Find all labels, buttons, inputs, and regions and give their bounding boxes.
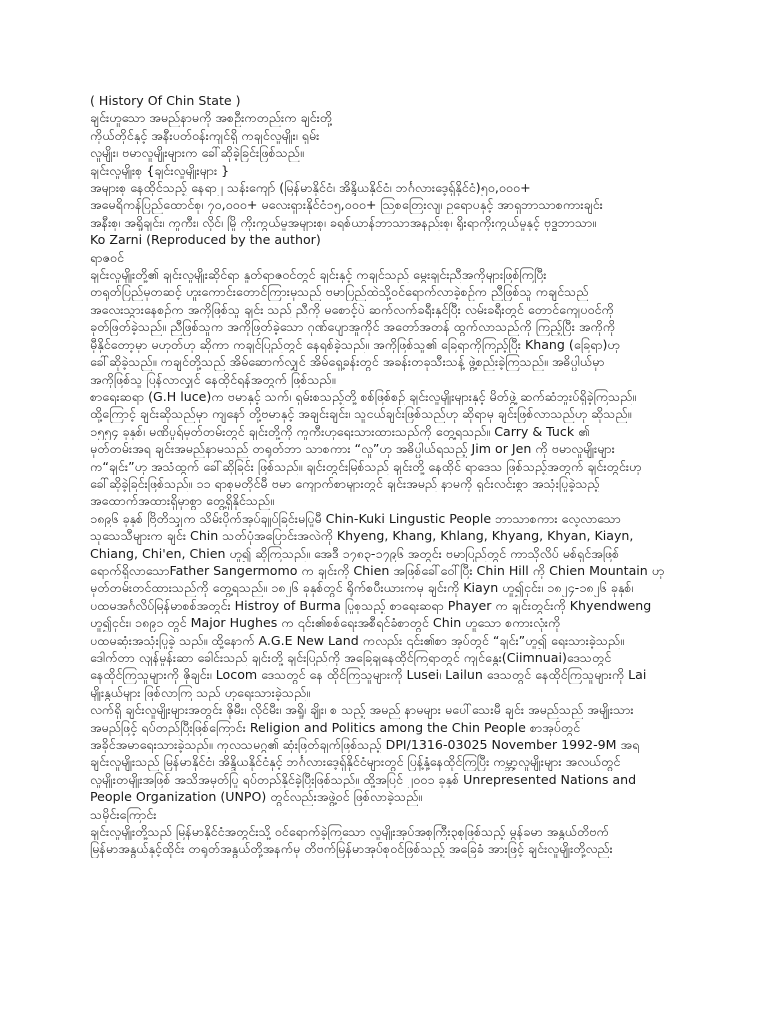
intro-line: ကိုယ်တိုင်နှင့် အနီးပတ်ဝန်းကျင်ရှိ ကချင်လူမျိုး၊ ရှမ်း: [90, 127, 320, 143]
paragraph-line: Chiang, Chi'en, Chien ဟူ၍ ဆိုကြသည်။ အေဒီ ၁၇၈၃-၁၇၉၆ အတွင်း ဗမာပြည်တွင် ကာသိုလိပ် မစ်ရှင်အဖြစ်: [90, 545, 620, 561]
paragraph-line: စာရေးဆရာ (G.H luce)က ဗမာနှင့် သက်၊ ရှမ်းစသည့်တို့ စစ်ဖြစ်စဉ် ချင်းလူမျိုးများနှင့် မိတ်ဖွဲ့ ဆက်ဆံဘူးပ်ရှိခဲ့ကြသည်။: [90, 388, 637, 404]
paragraph-line: သုသေသီများက ချင်း Chin သတ်ပုံအပြောင်းအလဲကို Khyeng, Khang, Khlang, Khyang, Khyan, Kiayn,: [90, 528, 634, 544]
paragraph-line: ၁၈၉၆ ခုနှစ် ဗြိတိသျှက သိမ်းပိုက်အုပ်ချုပ်ခြင်းမပြုမီ Chin-Kuki Lingustic People ဘာသာစကား လေ့လာသော: [90, 510, 621, 526]
paragraph-line: အထောက်အထားရှိမှာစွာ တွေ့ရှိနိုင်သည်။: [90, 493, 275, 509]
paragraph-line: နေထိုင်ကြသူများကို ဇိုချင်း၊ Locom ဒေသတွင် နေ ထိုင်ကြသူများကို Lusei၊ Lailun ဒေသတွင် နေထိုင်ကြသူများကို Lai: [90, 667, 647, 683]
paragraph-line: ခေါ်ဆိုခဲ့ခြင်းဖြစ်သည်။ ၁၁ ရာစုမတိုင်မီ ဗမာ ကျောက်စာများတွင် ချင်းအမည် နာမကို ရှင်းလင်းစွာ အသုံးပြုခဲ့သည့်: [90, 475, 600, 491]
paragraph-line: မှတ်တမ်းတင်ထားသည်ကို တွေ့ရသည်။ ၁၈၂၆ ခုနှစ်တွင် ရိုက်စပီးယားကမှ ချင်းကို Kiayn ဟူ၍ငှင်း၊ ၁၈၂၄-၁၈၂၆ ခုနှစ်၊: [90, 580, 634, 596]
population-line: အများစု နေထိုင်သည့် နေရာ၂ သန်းကျော် (မြန်မာနိုင်ငံ၊ အိန္ဒိယနိုင်ငံ၊ ဘင်္ဂလားဒေ့ရှ်နိုင်ငံ)၅၀,၀၀၀+: [90, 180, 531, 196]
paragraph-line: အမည်ဖြင့် ရပ်တည်ပြီးဖြစ်ကြောင်း Religion and Politics among the Chin People စာအုပ်တွင်: [90, 719, 581, 735]
paragraph-line: အခိုင်အမာရေးသားခဲ့သည်။ ကုလသမဂ္ဂ၏ ဆုံးဖြတ်ချက်ဖြစ်သည့် DPI/1316-03025 November 1992-9M အရ: [90, 737, 640, 753]
paragraph-line: အလေးသွားနေစဉ်က အကိုဖြစ်သူ ချင်း သည် ညီကို မစောင့်ပဲ ဆက်လက်ခရီးနှင်ပြီး လမ်းခရီးတွင် တောင်ကျေပဝင်ကို: [90, 301, 614, 317]
paragraph-line: ဒေါက်တာ လျန်မှုန်းဆာ ခေါင်းသည် ချင်းတို့ ချင်းပြည်ကို အခြေချနေထိုင်ကြရာတွင် ကျင်နွေး(Ciimnuai)ဒေသတွင်: [90, 650, 612, 665]
author-credit: Ko Zarni (Reproduced by the author): [90, 232, 321, 248]
paragraph-line: ပထမဆုံးအသုံးပြုခဲ့ သည်။ ထို့နောက် A.G.E New Land ကလည်း ၎င်း၏စာ အုပ်တွင် “ချင်း”ဟူ၍ ရေးသားခဲ့သည်။: [90, 632, 625, 648]
section-heading: သမိုင်းကြောင်း: [90, 806, 157, 822]
paragraph-line: ချင်းလူမျိုးသည် မြန်မာနိုင်ငံ၊ အိန္ဒိယနိုင်ငံနှင့် ဘင်္ဂလားဒေ့ရှ်နိုင်ငံများတွင် ပြန့်နှံ့နေထိုင်ကြပြီး ကမ္ဘာ့လူမျိုးများ အလယ်တွင်: [90, 754, 621, 770]
section-heading: ရာဇဝင်: [90, 249, 124, 265]
paragraph-line: မျိုးနွယ်များ ဖြစ်လာကြ သည် ဟုရေးသားခဲ့သည်။: [90, 684, 311, 700]
paragraph-line: က“ချင်း”ဟု အသံထွက် ခေါ်ဆိုခြင်း ဖြစ်သည်။ ချင်းတွင်းမြစ်သည် ချင်းတို့ နေထိုင် ရာဒေသ ဖြစ်သည့်အတွက် ချင်းတွင်းဟု: [90, 458, 642, 474]
paragraph-line: ခေါ်ဆိုခဲ့သည်။ ကချင်တို့သည် အိမ်ဆောက်လျှင် အိမ်ရှေ့ခန်းတွင် အခန်းတခုသီးသန့် ဖွဲ့စည်းခဲ့ကြသည်။ အဓိပ္ပါယ်မှာ: [90, 354, 605, 370]
paragraph-line: People Organization (UNPO) တွင်လည်းအဖွဲ့ဝင် ဖြစ်လာခဲ့သည်။: [90, 789, 423, 805]
paragraph-line: ချင်းလူမျိုးတို့သည် မြန်မာနိုင်ငံအတွင်းသို့ ဝင်ရောက်ခဲ့ကြသော လူမျိုးအုပ်အစုကြီး၃စုဖြစ်သည့် မွန်ခမာ အနွယ်တိဗက်: [90, 824, 609, 840]
paragraph-line: ခုတ်ဖြတ်ခဲ့သည်။ ညီဖြစ်သူက အကိုဖြတ်ခဲ့သော ဂုဏ်ပျောအူကိုင် အတော်အတန် ထွက်လာသည်ကို ကြည့်ပြီး အကိုကို: [90, 319, 616, 335]
intro-line: ချင်းဟူသော အမည်နာမကို အစဦးကတည်းက ချင်းတို့: [90, 110, 333, 126]
section-heading: ချင်းလူမျိုးစု {ချင်းလူမျိုးများ }: [90, 162, 230, 178]
intro-line: လူမျိုး၊ ဗမာလူမျိုးများက ခေါ်ဆိုခဲ့ခြင်းဖြစ်သည်။: [90, 145, 304, 161]
paragraph-line: ၁၅၅၄ ခုနှစ်၊ မဏိပူရ်မှတ်တမ်းတွင် ချင်းတို့ကို ကူကီးဟုရေးသားထားသည်ကို တွေ့ရသည်။ Carry & Tuck ၏: [90, 423, 590, 439]
paragraph-line: ဟူ၍ငှင်း၊ ၁၈၉၁ တွင် Major Hughes က ၎င်း၏စစ်ရေးအစီရင်ခံစာတွင် Chin ဟူသော စကားလုံးကို: [90, 615, 561, 631]
paragraph-line: ထို့ကြောင့် ချင်းဆိုသည်မှာ ကျနော် တို့ဗမာနှင့် အချင်းချင်း၊ သူငယ်ချင်းဖြစ်သည်ဟု ဆိုရာမှ ချင်းဖြစ်လာသည်ဟု ဆိုသည်။: [90, 406, 632, 422]
paragraph-line: တရုတ်ပြည်မှတဆင့် ဟူးကောင်းတောင်ကြားမှသည် ဗမာပြည်ထဲသို့ဝင်ရောက်လာခဲ့စဉ်က ညီဖြစ်သူ ကချင်သည်: [90, 284, 589, 300]
paragraph-line: ချင်းလူမျိုးတို့၏ ချင်းလူမျိုးဆိုင်ရာ နှုတ်ရာဇဝင်တွင် ချင်းနှင့် ကချင်သည် မွေးချင်းညီအကိုများဖြစ်ကြပြီး: [90, 267, 547, 283]
population-line: အမေရိကန်ပြည်ထောင်စု၊ ၇၀,၀၀၀+ မလေးရှားနိုင်ငံ၁၅,၀၀၀+ သြစတြေးလျ၊ ဥရောပနှင့် အာရှဘာသာစကားချင်း: [90, 197, 603, 213]
paragraph-line: ရောက်ရှိလာသောFather Sangermomo က ချင်းကို Chien အဖြစ်ခေါ်ဝေါ်ပြီး Chin Hill ကို Chien Mountain ဟု: [90, 562, 665, 578]
paragraph-line: မြန်မာအနွယ်နှင့်ထိုင်း တရုတ်အနွယ်တို့အနက်မှ တိဗက်မြန်မာအုပ်စုဝင်ဖြစ်သည့် အခြေခံ အားဖြင့် ချင်းလူမျိုးတို့လည်း: [90, 841, 613, 857]
paragraph-line: မှတ်တမ်းအရ ချင်းအမည်နာမသည် တရုတ်ဘာ သာစကား “လူ”ဟု အဓိပ္ပါယ်ရသည့် Jim or Jen ကို ဗမာလူမျိုးများ: [90, 441, 615, 457]
paragraph-line: မှီနိုင်တော့မှာ မဟုတ်ဟု ဆိုကာ ကချင်ပြည်တွင် နေရစ်ခဲ့သည်။ အကိုဖြစ်သူ၏ ခြေရာကိုကြည့်ပြီး Khang (ခြေရာ)ဟု: [90, 336, 620, 352]
paragraph-line: အကိုဖြစ်သူ ပြန်လာလျှင် နေထိုင်ရန်အတွက် ဖြစ်သည်။: [90, 371, 336, 387]
paragraph-line: ပထမအင်္ဂလိပ်မြန်မာစစ်အတွင်း Histroy of Burma ပြုစုသည့် စာရေးဆရာ Phayer က ချင်းတွင်းကို Khyendweng: [90, 597, 652, 613]
document-title: ( History Of Chin State ): [90, 93, 241, 108]
paragraph-line: လက်ရှိ ချင်းလူမျိုးများအတွင်း ဇိုမီး၊ လိုင်မီး၊ အရှို၊ ချိုး၊ စ သည့် အမည် နာမများ မပေါ်သေးမီ ချင်း အမည်သည် အမျိုးသား: [90, 702, 634, 718]
population-line: အနီးစု၊ အရှိုချင်း၊ ကူကီး၊ လိုင်၊ မြို ကိုးကွယ်မှုအများစု၊ ခရစ်ယာန်ဘာသာအနည်းစု၊ ရိုးရာကိုးကွယ်မှုနှင့် ဗုဒ္ဓဘာသာ။: [90, 214, 597, 230]
paragraph-line: လူမျိုးတမျိုးအဖြစ် အသိအမှတ်ပြု ရပ်တည်နိုင်ခဲ့ပြီးဖြစ်သည်။ ထို့အပြင် ၂၀၀၁ ခုနှစ် Unrepresented Nations and: [90, 771, 637, 787]
